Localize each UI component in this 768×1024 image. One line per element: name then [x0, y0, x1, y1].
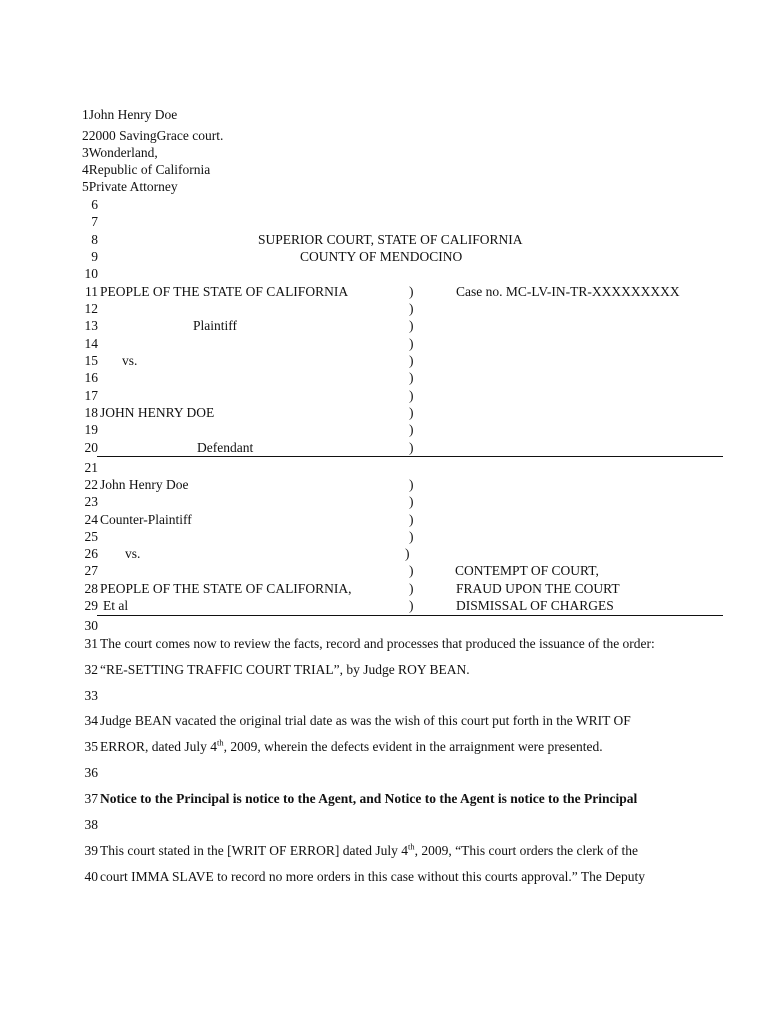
caption-paren: ) [409, 563, 414, 578]
caption-paren: ) [409, 529, 414, 544]
line-number: 35 [84, 739, 98, 754]
court-county: COUNTY OF MENDOCINO [300, 249, 463, 264]
header-line-4: 4Republic of California [82, 162, 211, 177]
caption-paren: ) [409, 512, 414, 527]
line-number: 33 [84, 688, 98, 703]
line-number: 6 [91, 197, 98, 212]
caption-paren: ) [409, 494, 414, 509]
line-number: 13 [84, 318, 98, 333]
line-number: 20 [84, 440, 98, 455]
line-number: 40 [84, 869, 98, 884]
line-number: 16 [84, 370, 98, 385]
line-number: 15 [84, 353, 98, 368]
caption-paren: ) [409, 405, 414, 420]
caption-paren: ) [409, 353, 414, 368]
counter-party-name: John Henry Doe [100, 477, 189, 492]
line-number: 14 [84, 336, 98, 351]
body-line-35: ERROR, dated July 4th, 2009, wherein the defects evident in the arraignment were presented. [100, 737, 603, 754]
line-number: 36 [84, 765, 98, 780]
line-number: 27 [84, 563, 98, 578]
line-number: 10 [84, 266, 98, 281]
body-line-39: This court stated in the [WRIT OF ERROR] dated July 4th, 2009, “This court orders the clerk of the [100, 841, 639, 858]
document-title-3: DISMISSAL OF CHARGES [456, 598, 614, 613]
document-title-1: CONTEMPT OF COURT, [455, 563, 599, 578]
line-number: 32 [84, 662, 98, 677]
plaintiff-name: PEOPLE OF THE STATE OF CALIFORNIA [100, 284, 349, 299]
header-line-1: 1John Henry Doe [82, 107, 178, 122]
line-number: 39 [84, 843, 98, 858]
line-number: 23 [84, 494, 98, 509]
line-number: 7 [91, 214, 98, 229]
vs-label: vs. [122, 353, 138, 368]
plaintiff-role: Plaintiff [193, 318, 238, 333]
line-number: 12 [84, 301, 98, 316]
caption-paren: ) [409, 440, 414, 455]
caption-paren: ) [409, 422, 414, 437]
caption-paren: ) [405, 546, 410, 561]
caption-paren: ) [409, 388, 414, 403]
line-number: 26 [84, 546, 98, 561]
caption-paren: ) [409, 477, 414, 492]
caption-divider-2 [97, 615, 723, 616]
line-number: 29 [84, 598, 98, 613]
notice-heading: Notice to the Principal is notice to the Agent, and Notice to the Agent is notice to the Principal [100, 791, 638, 806]
respondent-name: PEOPLE OF THE STATE OF CALIFORNIA, [100, 581, 352, 596]
caption-paren: ) [409, 318, 414, 333]
caption-paren: ) [409, 336, 414, 351]
body-line-32: “RE-SETTING TRAFFIC COURT TRIAL”, by Judge ROY BEAN. [100, 662, 470, 677]
vs-label-2: vs. [125, 546, 141, 561]
header-line-3: 3Wonderland, [82, 145, 158, 160]
caption-divider [97, 456, 723, 457]
line-number: 30 [84, 618, 98, 633]
line-number: 37 [84, 791, 98, 806]
caption-paren: ) [409, 301, 414, 316]
caption-paren: ) [409, 284, 414, 299]
line-number: 18 [84, 405, 98, 420]
line-number: 38 [84, 817, 98, 832]
body-line-31: The court comes now to review the facts, record and processes that produced the issuance of the order: [100, 636, 655, 651]
line-number: 11 [85, 284, 98, 299]
header-line-2: 22000 SavingGrace court. [82, 128, 224, 143]
defendant-role: Defendant [197, 440, 254, 455]
line-number: 24 [84, 512, 98, 527]
line-number: 34 [84, 713, 98, 728]
caption-paren: ) [409, 598, 414, 613]
document-title-2: FRAUD UPON THE COURT [456, 581, 620, 596]
case-number: Case no. MC-LV-IN-TR-XXXXXXXXX [456, 284, 680, 299]
line-number: 28 [84, 581, 98, 596]
caption-paren: ) [409, 370, 414, 385]
caption-paren: ) [409, 581, 414, 596]
line-number: 17 [84, 388, 98, 403]
line-number: 25 [84, 529, 98, 544]
body-line-40: court IMMA SLAVE to record no more orders in this case without this courts approval.” The Deputy [100, 869, 646, 884]
line-number: 19 [84, 422, 98, 437]
respondent-etal: Et al [103, 598, 129, 613]
line-number: 22 [84, 477, 98, 492]
line-number: 31 [84, 636, 98, 651]
body-line-34: Judge BEAN vacated the original trial date as was the wish of this court put forth in the WRIT OF [100, 713, 631, 728]
line-number: 8 [91, 232, 98, 247]
line-number: 9 [91, 249, 98, 264]
line-number: 21 [84, 460, 98, 475]
header-line-5: 5Private Attorney [82, 179, 178, 194]
defendant-name: JOHN HENRY DOE [100, 405, 215, 420]
counter-party-role: Counter-Plaintiff [100, 512, 192, 527]
court-name: SUPERIOR COURT, STATE OF CALIFORNIA [258, 232, 523, 247]
